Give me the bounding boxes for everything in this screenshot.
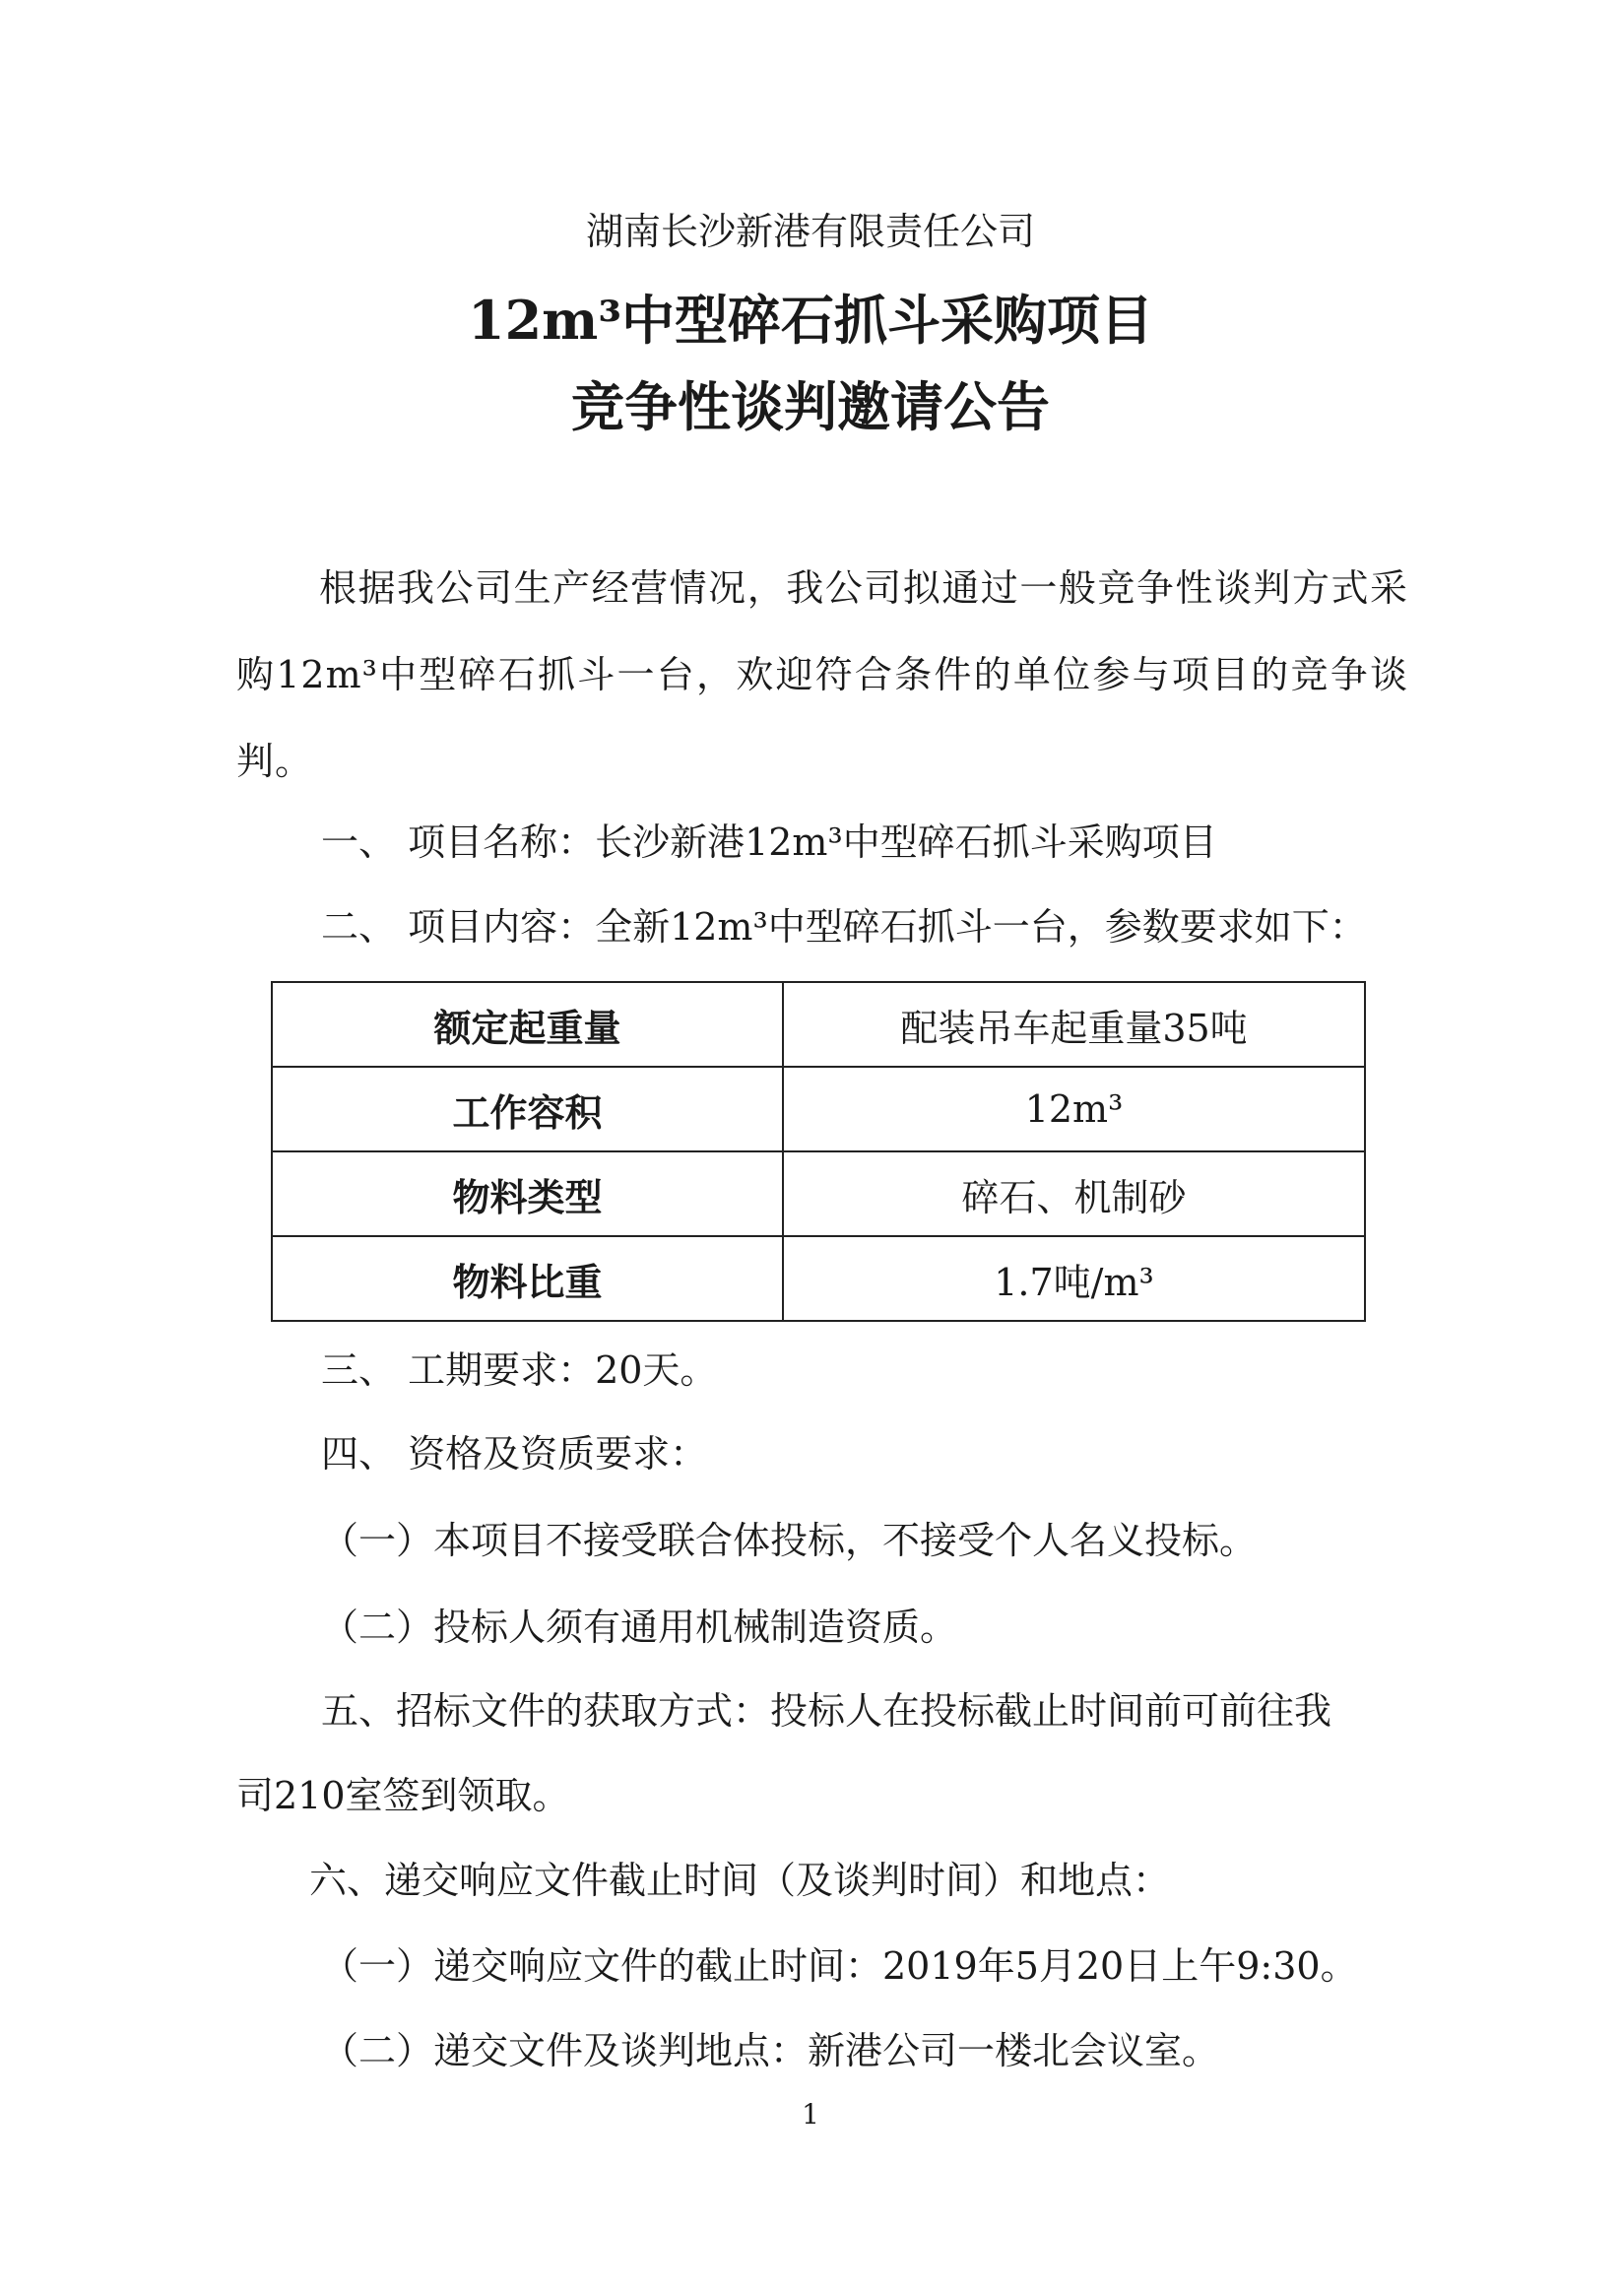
table-row — [272, 1067, 1365, 1151]
spec-table — [271, 981, 1366, 1322]
table-row — [272, 1236, 1365, 1321]
page-number: 1 — [802, 2098, 819, 2131]
spec-value: 12m³ — [783, 1067, 1365, 1151]
table-row — [272, 982, 1365, 1067]
spec-label: 物料类型 — [272, 1151, 783, 1236]
section-4-qualifications: 四、 资格及资质要求： — [321, 1432, 708, 1476]
section-1-project-name: 一、 项目名称：长沙新港12m³中型碎石抓斗采购项目 — [321, 820, 1217, 864]
organization-name: 湖南长沙新港有限责任公司 — [585, 210, 1035, 253]
document-title-line1: 12m³中型碎石抓斗采购项目 — [468, 289, 1153, 352]
table-row — [272, 1151, 1365, 1236]
spec-label: 额定起重量 — [272, 982, 783, 1067]
intro-paragraph: 根据我公司生产经营情况，我公司拟通过一般竞争性谈判方式采购12m³中型碎石抓斗一台，欢迎符合条件的单位参与项目的竞争谈判。 — [236, 566, 1408, 783]
section-5-line-2: 司210室签到领取。 — [236, 1774, 570, 1817]
section-6-deadline-location: 六、递交响应文件截止时间（及谈判时间）和地点： — [309, 1859, 1171, 1902]
section-5-line-1: 五、招标文件的获取方式：投标人在投标截止时间前可前往我 — [321, 1689, 1332, 1733]
section-4-item-2: （二）投标人须有通用机械制造资质。 — [321, 1606, 958, 1649]
section-6-item-2: （二）递交文件及谈判地点：新港公司一楼北会议室。 — [321, 2029, 1220, 2072]
spec-value: 配装吊车起重量35吨 — [783, 982, 1365, 1067]
spec-value: 1.7吨/m³ — [783, 1236, 1365, 1321]
spec-value: 碎石、机制砂 — [783, 1151, 1365, 1236]
section-6-item-1: （一）递交响应文件的截止时间：2019年5月20日上午9:30。 — [321, 1944, 1358, 1988]
document-title-line2: 竞争性谈判邀请公告 — [571, 375, 1050, 438]
spec-label: 工作容积 — [272, 1067, 783, 1151]
section-3-schedule: 三、 工期要求：20天。 — [321, 1348, 718, 1392]
section-2-project-content: 二、 项目内容：全新12m³中型碎石抓斗一台，参数要求如下： — [321, 905, 1367, 949]
section-4-item-1: （一）本项目不接受联合体投标，不接受个人名义投标。 — [321, 1519, 1258, 1562]
spec-label: 物料比重 — [272, 1236, 783, 1321]
